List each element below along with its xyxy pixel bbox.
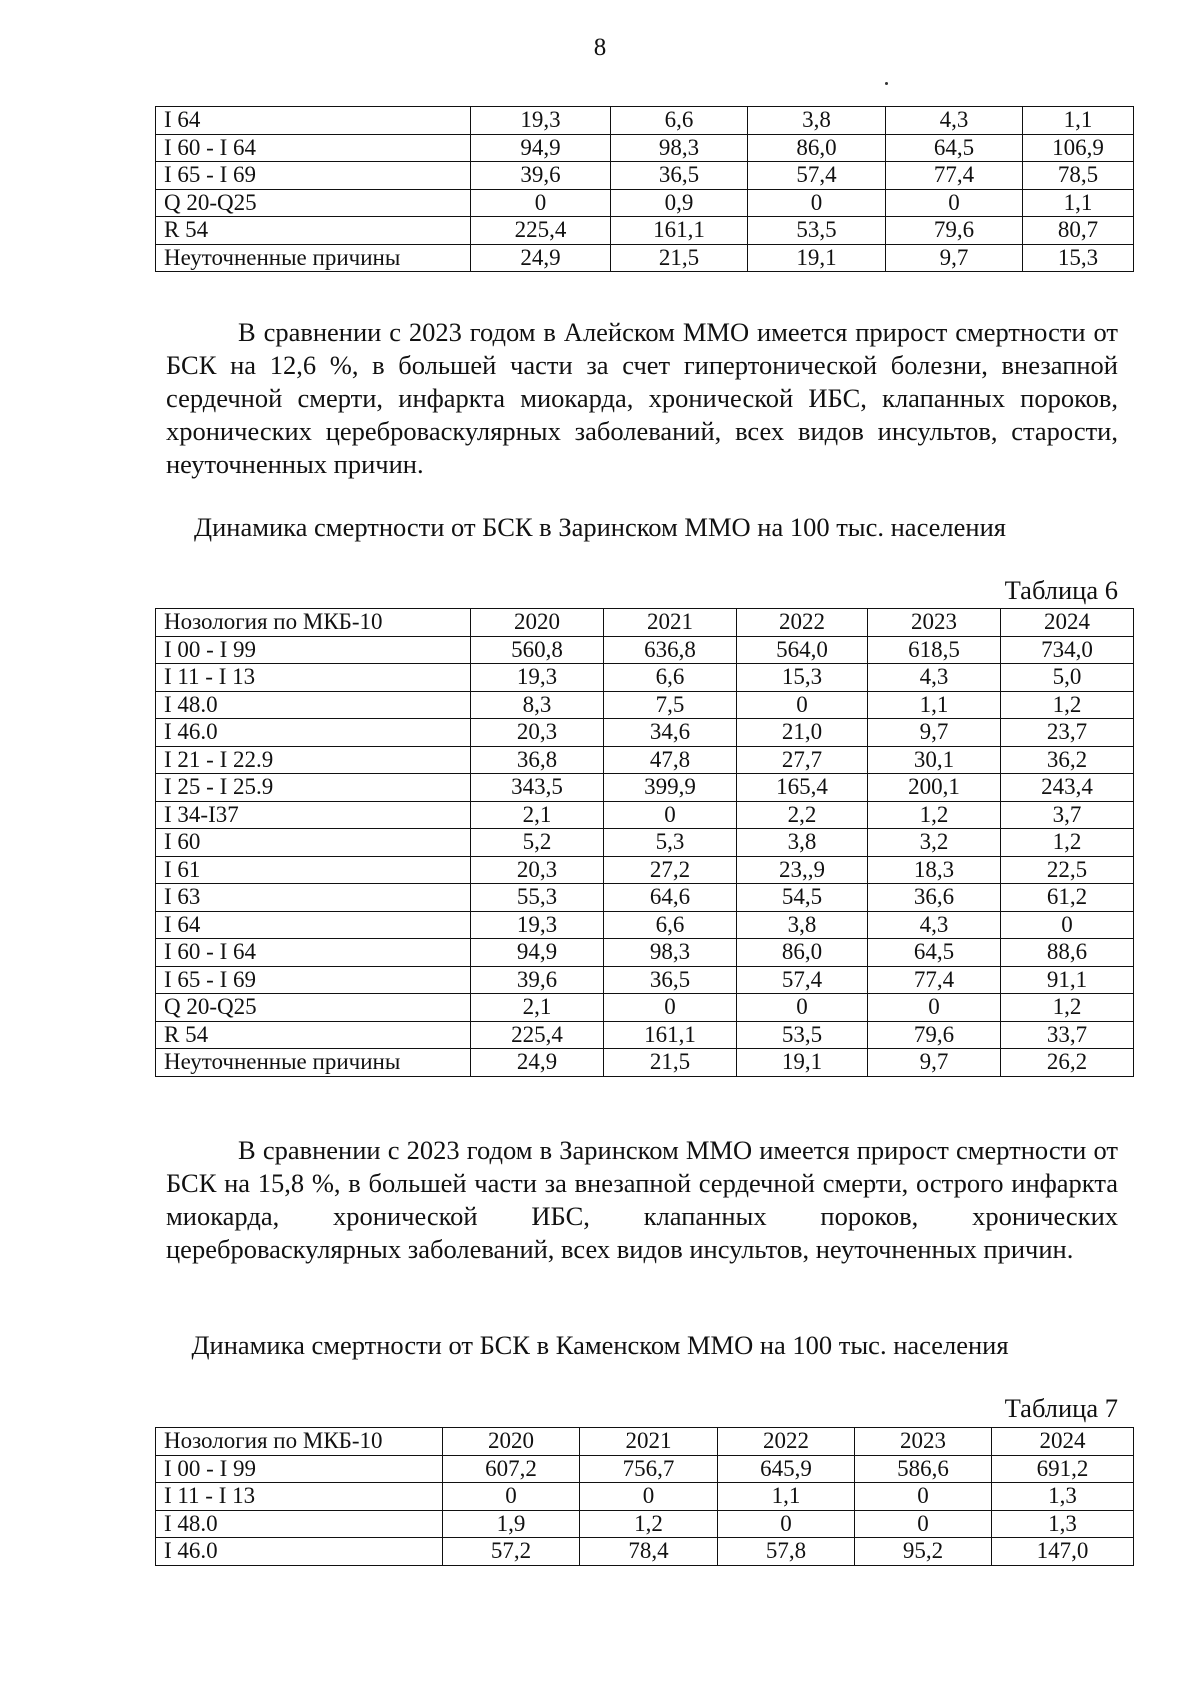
- value-cell: 22,5: [1001, 856, 1134, 884]
- value-cell: 1,2: [1001, 994, 1134, 1022]
- value-cell: 36,2: [1001, 746, 1134, 774]
- value-cell: 94,9: [471, 134, 611, 162]
- value-cell: 64,5: [868, 939, 1001, 967]
- table-6-label: Таблица 6: [1004, 575, 1118, 605]
- value-cell: 6,6: [604, 664, 737, 692]
- table-row: [156, 189, 1134, 217]
- value-cell: 1,1: [1023, 107, 1134, 135]
- row-label-cell: Неуточненные причины: [156, 1049, 471, 1077]
- page-number: 8: [593, 34, 607, 61]
- value-cell: 24,9: [471, 1049, 604, 1077]
- value-cell: 0: [580, 1483, 718, 1511]
- value-cell: 5,2: [471, 829, 604, 857]
- table-row: [156, 829, 1134, 857]
- value-cell: 2021: [580, 1428, 718, 1456]
- value-cell: 19,3: [471, 107, 611, 135]
- value-cell: 0,9: [611, 189, 748, 217]
- value-cell: 53,5: [748, 217, 886, 245]
- value-cell: 0: [718, 1510, 855, 1538]
- value-cell: 36,5: [604, 966, 737, 994]
- value-cell: 1,3: [992, 1510, 1134, 1538]
- row-label-cell: I 00 - I 99: [156, 636, 471, 664]
- table-row: [156, 884, 1134, 912]
- value-cell: 0: [868, 994, 1001, 1022]
- table-row: [156, 939, 1134, 967]
- value-cell: 36,6: [868, 884, 1001, 912]
- value-cell: 0: [1001, 911, 1134, 939]
- value-cell: 2020: [443, 1428, 580, 1456]
- value-cell: 34,6: [604, 719, 737, 747]
- table-row: [156, 856, 1134, 884]
- row-label-cell: I 11 - I 13: [156, 664, 471, 692]
- value-cell: 19,1: [748, 244, 886, 272]
- value-cell: 88,6: [1001, 939, 1134, 967]
- value-cell: 7,5: [604, 691, 737, 719]
- row-label-cell: Q 20-Q25: [156, 994, 471, 1022]
- row-label-cell: I 61: [156, 856, 471, 884]
- value-cell: 225,4: [471, 217, 611, 245]
- value-cell: 8,3: [471, 691, 604, 719]
- table-row: [156, 1538, 1134, 1566]
- value-cell: 24,9: [471, 244, 611, 272]
- table-row: [156, 774, 1134, 802]
- row-label-cell: R 54: [156, 217, 471, 245]
- value-cell: 94,9: [471, 939, 604, 967]
- value-cell: 4,3: [868, 664, 1001, 692]
- value-cell: 161,1: [604, 1021, 737, 1049]
- value-cell: 0: [471, 189, 611, 217]
- table-row: [156, 1455, 1134, 1483]
- value-cell: 57,4: [748, 162, 886, 190]
- table-row: [156, 636, 1134, 664]
- row-label-cell: I 65 - I 69: [156, 966, 471, 994]
- table-row: [156, 801, 1134, 829]
- table-row: [156, 107, 1134, 135]
- value-cell: 243,4: [1001, 774, 1134, 802]
- value-cell: 78,5: [1023, 162, 1134, 190]
- value-cell: 0: [886, 189, 1023, 217]
- row-label-cell: I 11 - I 13: [156, 1483, 443, 1511]
- row-label-cell: I 21 - I 22.9: [156, 746, 471, 774]
- value-cell: 79,6: [886, 217, 1023, 245]
- row-label-cell: I 65 - I 69: [156, 162, 471, 190]
- value-cell: 2022: [737, 609, 868, 637]
- table-row: [156, 1510, 1134, 1538]
- value-cell: 57,4: [737, 966, 868, 994]
- value-cell: 0: [604, 994, 737, 1022]
- value-cell: 0: [443, 1483, 580, 1511]
- value-cell: 0: [737, 691, 868, 719]
- row-label-cell: I 63: [156, 884, 471, 912]
- row-label-cell: Нозология по МКБ-10: [156, 1428, 443, 1456]
- paragraph-aleysk: В сравнении с 2023 годом в Алейском ММО имеется прирост смертности от БСК на 12,6 %, в большей части за счет гипертонической болезни, внезапной сердечной смерти, инфаркта миокарда, хронической ИБС, клапанных пороков, хронических цереброваскулярных заболеваний, всех видов инсультов, старости, неуточненных причин.: [166, 317, 1118, 479]
- value-cell: 21,0: [737, 719, 868, 747]
- value-cell: 2023: [855, 1428, 992, 1456]
- value-cell: 21,5: [604, 1049, 737, 1077]
- value-cell: 756,7: [580, 1455, 718, 1483]
- value-cell: 1,2: [1001, 829, 1134, 857]
- table-row: [156, 719, 1134, 747]
- value-cell: 6,6: [611, 107, 748, 135]
- value-cell: 3,8: [748, 107, 886, 135]
- row-label-cell: Q 20-Q25: [156, 189, 471, 217]
- row-label-cell: I 64: [156, 107, 471, 135]
- value-cell: 0: [748, 189, 886, 217]
- row-label-cell: I 46.0: [156, 719, 471, 747]
- value-cell: 2,1: [471, 801, 604, 829]
- table-row: [156, 691, 1134, 719]
- row-label-cell: I 48.0: [156, 691, 471, 719]
- value-cell: 15,3: [737, 664, 868, 692]
- value-cell: 2024: [1001, 609, 1134, 637]
- value-cell: 80,7: [1023, 217, 1134, 245]
- value-cell: 98,3: [604, 939, 737, 967]
- scan-speck: [885, 82, 888, 85]
- value-cell: 1,1: [1023, 189, 1134, 217]
- table-row: [156, 1049, 1134, 1077]
- value-cell: 147,0: [992, 1538, 1134, 1566]
- table-row: [156, 994, 1134, 1022]
- value-cell: 47,8: [604, 746, 737, 774]
- row-label-cell: I 48.0: [156, 1510, 443, 1538]
- value-cell: 564,0: [737, 636, 868, 664]
- value-cell: 78,4: [580, 1538, 718, 1566]
- row-label-cell: I 34-I37: [156, 801, 471, 829]
- value-cell: 2,2: [737, 801, 868, 829]
- value-cell: 2023: [868, 609, 1001, 637]
- value-cell: 64,6: [604, 884, 737, 912]
- table-header-row: [156, 1428, 1134, 1456]
- table-row: [156, 911, 1134, 939]
- value-cell: 1,9: [443, 1510, 580, 1538]
- value-cell: 1,2: [580, 1510, 718, 1538]
- row-label-cell: I 46.0: [156, 1538, 443, 1566]
- value-cell: 23,7: [1001, 719, 1134, 747]
- value-cell: 91,1: [1001, 966, 1134, 994]
- value-cell: 23,,9: [737, 856, 868, 884]
- value-cell: 1,2: [868, 801, 1001, 829]
- row-label-cell: I 64: [156, 911, 471, 939]
- row-label-cell: I 25 - I 25.9: [156, 774, 471, 802]
- value-cell: 86,0: [737, 939, 868, 967]
- value-cell: 4,3: [886, 107, 1023, 135]
- value-cell: 86,0: [748, 134, 886, 162]
- value-cell: 19,3: [471, 664, 604, 692]
- table-row: [156, 244, 1134, 272]
- value-cell: 3,8: [737, 829, 868, 857]
- value-cell: 54,5: [737, 884, 868, 912]
- value-cell: 1,1: [868, 691, 1001, 719]
- value-cell: 39,6: [471, 966, 604, 994]
- value-cell: 27,7: [737, 746, 868, 774]
- value-cell: 2021: [604, 609, 737, 637]
- value-cell: 39,6: [471, 162, 611, 190]
- table-row: [156, 217, 1134, 245]
- value-cell: 77,4: [868, 966, 1001, 994]
- value-cell: 225,4: [471, 1021, 604, 1049]
- value-cell: 691,2: [992, 1455, 1134, 1483]
- table-header-row: [156, 609, 1134, 637]
- value-cell: 55,3: [471, 884, 604, 912]
- row-label-cell: Нозология по МКБ-10: [156, 609, 471, 637]
- value-cell: 607,2: [443, 1455, 580, 1483]
- table-row: [156, 664, 1134, 692]
- value-cell: 79,6: [868, 1021, 1001, 1049]
- value-cell: 57,8: [718, 1538, 855, 1566]
- value-cell: 399,9: [604, 774, 737, 802]
- value-cell: 6,6: [604, 911, 737, 939]
- paragraph-zarinsk: В сравнении с 2023 годом в Заринском ММО имеется прирост смертности от БСК на 15,8 %, в большей части за внезапной сердечной смерти, острого инфаркта миокарда, хронической ИБС, клапанных пороков, хронических цереброваскулярных заболеваний, всех видов инсультов, неуточненных причин.: [166, 1135, 1118, 1264]
- value-cell: 15,3: [1023, 244, 1134, 272]
- value-cell: 9,7: [886, 244, 1023, 272]
- value-cell: 36,5: [611, 162, 748, 190]
- value-cell: 36,8: [471, 746, 604, 774]
- caption-table-7: Динамика смертности от БСК в Каменском ММО на 100 тыс. населения: [191, 1330, 1009, 1360]
- value-cell: 20,3: [471, 856, 604, 884]
- value-cell: 5,3: [604, 829, 737, 857]
- value-cell: 9,7: [868, 1049, 1001, 1077]
- value-cell: 57,2: [443, 1538, 580, 1566]
- row-label-cell: Неуточненные причины: [156, 244, 471, 272]
- value-cell: 30,1: [868, 746, 1001, 774]
- table-7-label: Таблица 7: [1004, 1393, 1118, 1423]
- row-label-cell: I 60 - I 64: [156, 939, 471, 967]
- table-row: [156, 134, 1134, 162]
- value-cell: 2024: [992, 1428, 1134, 1456]
- table-row: [156, 1483, 1134, 1511]
- value-cell: 586,6: [855, 1455, 992, 1483]
- value-cell: 0: [855, 1483, 992, 1511]
- value-cell: 9,7: [868, 719, 1001, 747]
- value-cell: 106,9: [1023, 134, 1134, 162]
- value-cell: 27,2: [604, 856, 737, 884]
- row-label-cell: R 54: [156, 1021, 471, 1049]
- value-cell: 19,3: [471, 911, 604, 939]
- value-cell: 343,5: [471, 774, 604, 802]
- value-cell: 2022: [718, 1428, 855, 1456]
- value-cell: 98,3: [611, 134, 748, 162]
- value-cell: 95,2: [855, 1538, 992, 1566]
- value-cell: 734,0: [1001, 636, 1134, 664]
- value-cell: 4,3: [868, 911, 1001, 939]
- value-cell: 2,1: [471, 994, 604, 1022]
- value-cell: 618,5: [868, 636, 1001, 664]
- value-cell: 3,8: [737, 911, 868, 939]
- value-cell: 3,7: [1001, 801, 1134, 829]
- value-cell: 77,4: [886, 162, 1023, 190]
- value-cell: 33,7: [1001, 1021, 1134, 1049]
- table-7: [155, 1427, 1134, 1566]
- table-6: [155, 608, 1134, 1077]
- value-cell: 0: [737, 994, 868, 1022]
- value-cell: 161,1: [611, 217, 748, 245]
- value-cell: 64,5: [886, 134, 1023, 162]
- value-cell: 2020: [471, 609, 604, 637]
- value-cell: 1,3: [992, 1483, 1134, 1511]
- table-row: [156, 966, 1134, 994]
- row-label-cell: I 60: [156, 829, 471, 857]
- table-row: [156, 746, 1134, 774]
- value-cell: 200,1: [868, 774, 1001, 802]
- value-cell: 21,5: [611, 244, 748, 272]
- value-cell: 0: [855, 1510, 992, 1538]
- value-cell: 26,2: [1001, 1049, 1134, 1077]
- value-cell: 20,3: [471, 719, 604, 747]
- caption-table-6: Динамика смертности от БСК в Заринском ММО на 100 тыс. населения: [194, 512, 1006, 542]
- table-row: [156, 1021, 1134, 1049]
- value-cell: 165,4: [737, 774, 868, 802]
- row-label-cell: I 00 - I 99: [156, 1455, 443, 1483]
- value-cell: 5,0: [1001, 664, 1134, 692]
- value-cell: 19,1: [737, 1049, 868, 1077]
- table-top-continued: [155, 106, 1134, 272]
- value-cell: 636,8: [604, 636, 737, 664]
- value-cell: 645,9: [718, 1455, 855, 1483]
- value-cell: 53,5: [737, 1021, 868, 1049]
- value-cell: 560,8: [471, 636, 604, 664]
- value-cell: 3,2: [868, 829, 1001, 857]
- value-cell: 1,2: [1001, 691, 1134, 719]
- value-cell: 18,3: [868, 856, 1001, 884]
- table-row: [156, 162, 1134, 190]
- value-cell: 61,2: [1001, 884, 1134, 912]
- value-cell: 1,1: [718, 1483, 855, 1511]
- value-cell: 0: [604, 801, 737, 829]
- row-label-cell: I 60 - I 64: [156, 134, 471, 162]
